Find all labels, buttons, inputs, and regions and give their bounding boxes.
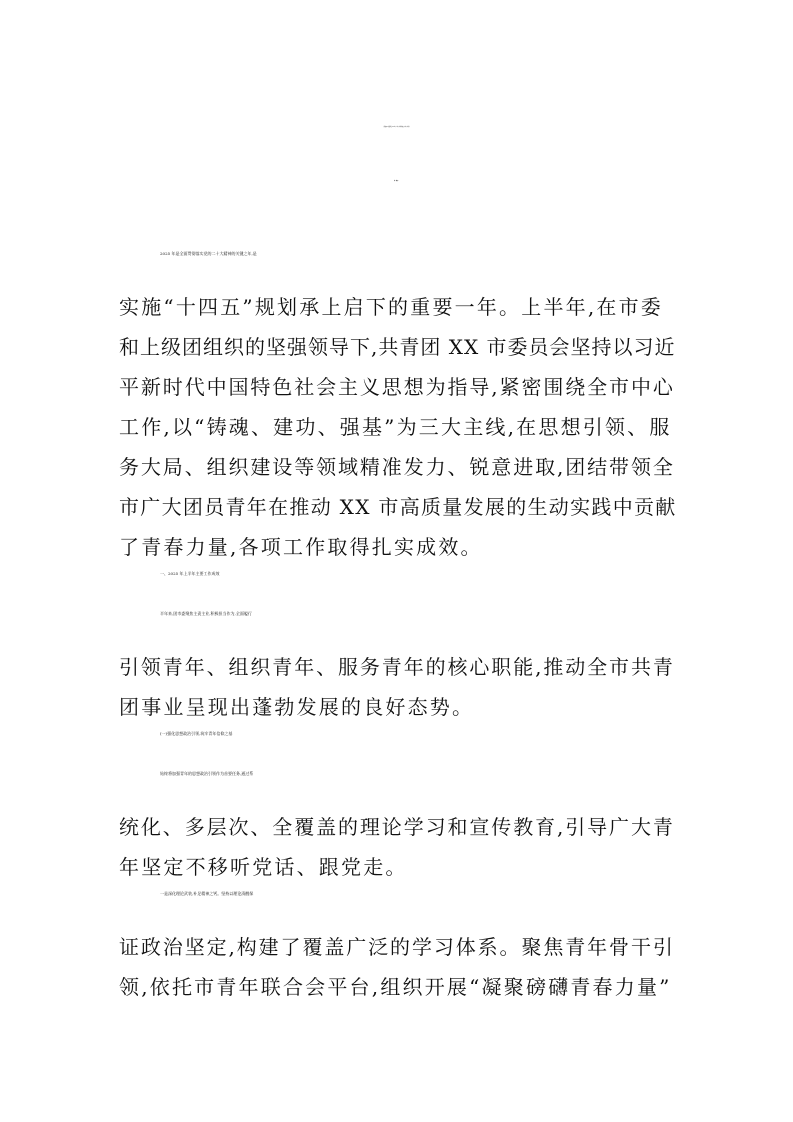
paragraph-line: 一是深化理论武装,补足精神之钙。坚持以理论清醒保 xyxy=(160,891,254,896)
document-title-line-2: 划（精品） xyxy=(394,181,399,182)
paragraph-line: 工作,以“铸魂、建功、强基”为三大主线,在思想引领、服 xyxy=(119,415,672,439)
paragraph-line: 引领青年、组织青年、服务青年的核心职能,推动全市共青 xyxy=(119,655,675,679)
paragraph-line: 半年来,团市委聚焦主责主业,积极担当作为,全面履行 xyxy=(160,611,252,616)
paragraph-line: 始终将加强青年的思想政治引领作为首要任务,通过系 xyxy=(160,771,254,776)
paragraph-line: 平新时代中国特色社会主义思想为指导,紧密围绕全市中心 xyxy=(119,375,675,399)
paragraph-line: 和上级团组织的坚强领导下,共青团 XX 市委员会坚持以习近 xyxy=(119,335,676,359)
paragraph-line: 年坚定不移听党话、跟党走。 xyxy=(119,855,408,879)
paragraph-line: 证政治坚定,构建了覆盖广泛的学习体系。聚焦青年骨干引 xyxy=(119,935,675,959)
paragraph-line: 市广大团员青年在推动 XX 市高质量发展的生动实践中贡献 xyxy=(119,495,677,519)
paragraph-line: 了青春力量,各项工作取得扎实成效。 xyxy=(119,535,483,559)
paragraph-line: 实施“十四五”规划承上启下的重要一年。上半年,在市委 xyxy=(119,295,664,319)
paragraph-line: 务大局、组织建设等领域精准发力、锐意进取,团结带领全 xyxy=(119,455,675,479)
paragraph-line: 领,依托市青年联合会平台,组织开展“凝聚磅礴青春力量” xyxy=(119,975,672,999)
subsection-heading: (一)强化思想政治引领,筑牢青年信仰之基 xyxy=(160,731,233,736)
paragraph-line: 2025 年是全面贯彻落实党的二十大精神的关键之年,是 xyxy=(160,251,257,256)
section-heading: 一、2025 年上半年主要工作成效 xyxy=(160,571,220,576)
paragraph-line: 统化、多层次、全覆盖的理论学习和宣传教育,引导广大青 xyxy=(119,815,675,839)
document-title-line-1: 共青团XX市委员会2025年上半年工作总结及下半年工作计 xyxy=(383,127,410,128)
paragraph-line: 团事业呈现出蓬勃发展的良好态势。 xyxy=(119,695,475,719)
